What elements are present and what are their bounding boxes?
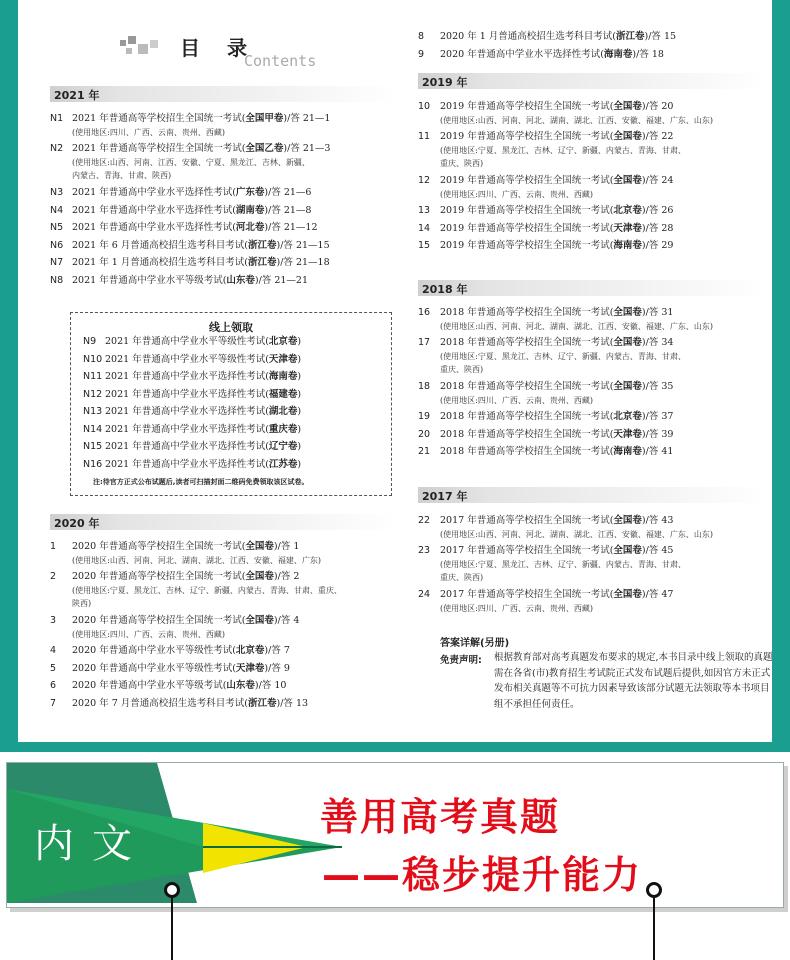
toc-entry (418, 588, 673, 601)
entry-title: 2020 年普通高中学业水平等级考试( (72, 680, 227, 691)
toc-entry (50, 186, 311, 199)
entry-number: N7 (50, 257, 64, 268)
entry-paper: 全国卷 (613, 589, 642, 600)
entry-number: 14 (418, 222, 431, 234)
entry-page: )/答 39 (641, 428, 674, 440)
entry-number: 12 (418, 175, 431, 186)
entry-number: 1 (50, 541, 57, 552)
banner-line-2: ——稳步提升能力 (322, 853, 643, 897)
entry-page: )/答 28 (641, 222, 674, 234)
toc-entry (83, 423, 301, 436)
entry-page: )/答 13 (276, 697, 309, 709)
entry-number: N1 (50, 113, 64, 124)
entry-region: 重庆、陕西) (440, 159, 484, 168)
entry-title: 2020 年 7 月普通高校招生选考科目考试( (72, 697, 248, 709)
entry-title: 2020 年普通高等学校招生全国统一考试( (72, 571, 246, 582)
entry-title: 2020 年普通高等学校招生全国统一考试( (72, 615, 246, 626)
online-box-title: 线上领取 (209, 321, 253, 334)
entry-title: 2018 年普通高等学校招生全国统一考试( (440, 337, 614, 348)
toc-entry (50, 644, 290, 657)
entry-paper: 北京卷 (613, 205, 642, 216)
toc-entry (418, 48, 664, 61)
entry-number: 21 (418, 446, 431, 457)
entry-paper: 全国卷 (613, 307, 642, 318)
entry-title: 2018 年普通高等学校招生全国统一考试( (440, 446, 614, 457)
entry-region: (使用地区:四川、广西、云南、贵州、西藏) (72, 630, 225, 639)
entry-number: 13 (418, 205, 431, 216)
entry-number: 22 (418, 515, 431, 526)
year-label: 2019 年 (422, 76, 468, 89)
entry-page: )/答 18 (632, 48, 664, 60)
entry-title: 2021 年普通高中学业水平选择性考试( (105, 423, 269, 435)
entry-number: N15 (83, 441, 103, 452)
entry-page: )/答 21—21 (254, 274, 309, 286)
toc-entry (50, 614, 299, 627)
entry-number: 3 (50, 615, 57, 626)
entry-region: (使用地区:山西、河南、河北、湖南、湖北、江西、安徽、福建、广东、山东) (440, 116, 713, 125)
toc-entry (418, 222, 673, 235)
entry-paper: 北京卷 (235, 645, 265, 656)
online-note: 注:待官方正式公布试题后,读者可扫描封面二维码免费领取该区试卷。 (93, 478, 309, 486)
entry-number: N5 (50, 222, 64, 233)
entry-paper: 山东卷 (226, 274, 255, 286)
entry-number: 20 (418, 428, 431, 440)
answer-label: 答案详解(另册) (440, 638, 510, 649)
entry-title: 2021 年 6 月普通高校招生选考科目考试( (72, 239, 248, 251)
toc-entry (418, 514, 673, 527)
entry-title: 2020 年普通高中学业水平等级性考试( (72, 645, 236, 656)
entry-number: N11 (83, 371, 103, 382)
entry-number: N13 (83, 406, 103, 417)
entry-page: )/答 34 (641, 337, 674, 348)
entry-page: )/答 35 (641, 381, 674, 392)
entry-title: 2021 年 1 月普通高校招生选考科目考试( (72, 257, 248, 268)
entry-paper: 海南卷 (268, 371, 298, 382)
entry-title: 2018 年普通高等学校招生全国统一考试( (440, 307, 614, 318)
entry-number: 7 (50, 697, 57, 709)
entry-page: )/答 29 (641, 240, 674, 251)
entry-page: )/答 21—18 (276, 257, 330, 268)
entry-title: 2021 年普通高中学业水平选择性考试( (72, 204, 236, 216)
entry-region: 重庆、陕西) (440, 573, 484, 582)
entry-number: 6 (50, 680, 57, 691)
toc-entry (83, 388, 301, 401)
toc-entry (83, 370, 301, 383)
entry-number: N9 (83, 336, 97, 347)
toc-entry (50, 540, 299, 553)
toc-entry (418, 130, 673, 143)
entry-paper: 河北卷 (235, 222, 265, 233)
entry-page: )/答 9 (264, 662, 290, 674)
entry-paper: 全国卷 (613, 131, 642, 142)
entry-paper: 海南卷 (613, 446, 642, 457)
entry-title: 2019 年普通高等学校招生全国统一考试( (440, 205, 614, 216)
toc-entry (418, 174, 673, 187)
toc-entry (50, 221, 318, 234)
hang-string-right (653, 898, 655, 960)
entry-number: N16 (83, 458, 103, 470)
toc-entry (418, 30, 676, 43)
entry-page: )/答 21—3 (283, 143, 331, 154)
entry-number: 9 (418, 48, 425, 60)
entry-title: 2021 年普通高中学业水平选择性考试( (105, 388, 269, 400)
entry-number: 15 (418, 240, 431, 251)
entry-paper: 浙江卷 (248, 239, 277, 251)
entry-paper: 全国卷 (613, 515, 642, 526)
entry-page: )/答 1 (273, 541, 300, 552)
hang-string-left (171, 898, 173, 960)
entry-number: 2 (50, 571, 57, 582)
entry-title: 2017 年普通高等学校招生全国统一考试( (440, 589, 614, 600)
toc-entry (50, 679, 286, 692)
entry-title: 2018 年普通高等学校招生全国统一考试( (440, 411, 614, 422)
entry-paper: 山东卷 (226, 680, 255, 691)
toc-entry (418, 100, 673, 113)
entry-region: (使用地区:宁夏、黑龙江、吉林、辽宁、新疆、内蒙古、青海、甘肃、重庆、 (72, 586, 342, 595)
entry-number: N4 (50, 204, 64, 216)
entry-region: (使用地区:山西、河南、河北、湖南、湖北、江西、安徽、福建、广东、山东) (440, 530, 713, 539)
entry-region: (使用地区:宁夏、黑龙江、吉林、辽宁、新疆、内蒙古、青海、甘肃、 (440, 560, 686, 569)
entry-title: 2021 年普通高中学业水平等级考试( (72, 274, 227, 286)
entry-title: 2020 年普通高中学业水平选择性考试( (440, 48, 604, 60)
entry-title: 2017 年普通高等学校招生全国统一考试( (440, 515, 614, 526)
entry-number: 17 (418, 337, 431, 348)
year-label: 2018 年 (422, 283, 468, 296)
entry-paper: 全国卷 (245, 541, 274, 552)
toc-entry (83, 440, 301, 453)
entry-number: 16 (418, 307, 431, 318)
entry-paper: 海南卷 (613, 240, 642, 251)
entry-region: (使用地区:山西、河南、江西、安徽、宁夏、黑龙江、吉林、新疆、 (72, 158, 310, 167)
entry-region: 陕西) (72, 599, 92, 608)
entry-page: )/答 21—15 (276, 239, 330, 251)
entry-title: 2021 年普通高等学校招生全国统一考试( (72, 143, 246, 154)
entry-title: 2020 年 1 月普通高校招生选考科目考试( (440, 31, 616, 42)
entry-title: 2019 年普通高等学校招生全国统一考试( (440, 240, 614, 251)
toc-entry (418, 410, 673, 423)
entry-number: N10 (83, 353, 103, 365)
entry-paper: 浙江卷 (248, 257, 277, 268)
toc-entry (50, 256, 330, 269)
entry-page: )/答 26 (641, 205, 674, 216)
entry-paper: 湖北卷 (268, 406, 298, 417)
toc-entry (418, 380, 673, 393)
entry-paper: 全国乙卷 (245, 143, 284, 154)
entry-paper: 江苏卷 (268, 458, 298, 470)
entry-region: (使用地区:山西、河南、河北、湖南、湖北、江西、安徽、福建、广东、山东) (440, 322, 713, 331)
year-heading (418, 73, 766, 89)
toc-entry (83, 405, 301, 418)
entry-paper: 广东卷 (235, 187, 265, 198)
entry-title: 2021 年普通高中学业水平等级性考试( (105, 336, 269, 347)
entry-title: 2019 年普通高等学校招生全国统一考试( (440, 101, 614, 112)
entry-page: )/答 21—8 (264, 204, 312, 216)
disclaimer-label: 免责声明: (440, 655, 482, 666)
entry-page: )/答 21—12 (264, 222, 318, 233)
entry-page: )/答 21—1 (283, 113, 331, 124)
year-heading (418, 280, 766, 296)
entry-number: 23 (418, 545, 431, 556)
toc-entry (50, 239, 330, 252)
toc-entry (50, 570, 299, 583)
hang-hole-left (164, 882, 180, 898)
entry-page: )/答 43 (641, 515, 674, 526)
toc-entry (50, 112, 330, 125)
entry-page: ) (297, 441, 302, 452)
entry-region: (使用地区:四川、广西、云南、贵州、西藏) (440, 604, 593, 613)
entry-page: )/答 20 (641, 101, 674, 112)
entry-paper: 浙江卷 (248, 697, 277, 709)
entry-page: ) (297, 388, 302, 400)
entry-paper: 天津卷 (268, 353, 298, 365)
toc-entry (418, 445, 673, 458)
toc-entry (418, 544, 673, 557)
toc-page (18, 0, 772, 742)
entry-region: (使用地区:四川、广西、云南、贵州、西藏) (440, 396, 593, 405)
entry-title: 2019 年普通高等学校招生全国统一考试( (440, 222, 614, 234)
entry-number: 18 (418, 381, 431, 392)
toc-entry (418, 204, 673, 217)
year-heading (418, 487, 766, 503)
entry-page: )/答 22 (641, 131, 674, 142)
entry-number: 10 (418, 101, 431, 112)
entry-page: )/答 21—6 (264, 187, 312, 198)
year-heading (50, 86, 398, 102)
year-heading (50, 514, 398, 530)
entry-region: (使用地区:四川、广西、云南、贵州、西藏) (440, 190, 593, 199)
entry-page: ) (297, 458, 302, 470)
entry-number: N12 (83, 388, 103, 400)
entry-title: 2021 年普通高中学业水平选择性考试( (105, 441, 269, 452)
entry-title: 2018 年普通高等学校招生全国统一考试( (440, 381, 614, 392)
entry-paper: 全国卷 (245, 571, 274, 582)
entry-region: 重庆、陕西) (440, 365, 484, 374)
toc-subtitle: Contents (244, 52, 317, 70)
entry-title: 2021 年普通高中学业水平选择性考试( (72, 222, 236, 233)
online-box (70, 312, 392, 496)
year-label: 2017 年 (422, 490, 468, 503)
toc-entry (50, 274, 308, 287)
entry-page: )/答 37 (641, 411, 674, 422)
entry-page: )/答 24 (641, 175, 674, 186)
entry-paper: 全国甲卷 (245, 113, 284, 124)
toc-entry (418, 336, 673, 349)
entry-paper: 天津卷 (613, 428, 642, 440)
entry-paper: 北京卷 (613, 411, 642, 422)
entry-title: 2021 年普通高中学业水平选择性考试( (72, 187, 236, 198)
entry-page: )/答 7 (264, 645, 290, 656)
toc-entry (83, 353, 301, 366)
entry-title: 2021 年普通高中学业水平等级性考试( (105, 353, 269, 365)
entry-paper: 天津卷 (235, 662, 265, 674)
entry-title: 2019 年普通高等学校招生全国统一考试( (440, 175, 614, 186)
entry-paper: 全国卷 (613, 101, 642, 112)
entry-paper: 湖南卷 (235, 204, 265, 216)
entry-paper: 海南卷 (603, 48, 633, 60)
entry-region: (使用地区:山西、河南、河北、湖南、湖北、江西、安徽、福建、广东) (72, 556, 321, 565)
entry-page: ) (297, 423, 302, 435)
entry-paper: 浙江卷 (616, 31, 645, 42)
toc-entry (83, 335, 301, 348)
entry-page: ) (297, 406, 302, 417)
entry-paper: 辽宁卷 (268, 441, 298, 452)
entry-paper: 北京卷 (268, 336, 298, 347)
hang-hole-right (646, 882, 662, 898)
entry-page: )/答 31 (641, 307, 674, 318)
entry-page: ) (297, 353, 302, 365)
entry-title: 2018 年普通高等学校招生全国统一考试( (440, 428, 614, 440)
entry-page: )/答 45 (641, 545, 674, 556)
entry-paper: 全国卷 (245, 615, 274, 626)
year-label: 2021 年 (54, 89, 100, 102)
entry-paper: 福建卷 (268, 388, 298, 400)
entry-number: N6 (50, 239, 64, 251)
entry-page: )/答 4 (273, 615, 300, 626)
entry-paper: 天津卷 (613, 222, 642, 234)
entry-paper: 全国卷 (613, 381, 642, 392)
toc-title: 目 录 (180, 36, 257, 60)
entry-number: N14 (83, 423, 103, 435)
entry-page: )/答 15 (644, 31, 677, 42)
entry-paper: 全国卷 (613, 337, 642, 348)
entry-title: 2021 年普通高中学业水平选择性考试( (105, 458, 269, 470)
entry-number: N3 (50, 187, 64, 198)
decorative-dots-icon (120, 36, 162, 60)
banner-tag: 内文 (34, 821, 150, 867)
entry-title: 2017 年普通高等学校招生全国统一考试( (440, 545, 614, 556)
entry-number: N8 (50, 274, 64, 286)
toc-entry (83, 458, 301, 471)
toc-entry (418, 239, 673, 252)
entry-page: )/答 10 (254, 680, 287, 691)
entry-region: (使用地区:四川、广西、云南、贵州、西藏) (72, 128, 225, 137)
entry-title: 2021 年普通高中学业水平选择性考试( (105, 406, 269, 417)
entry-number: 5 (50, 662, 57, 674)
entry-title: 2020 年普通高等学校招生全国统一考试( (72, 541, 246, 552)
toc-entry (418, 306, 673, 319)
entry-number: 24 (418, 589, 431, 600)
entry-page: ) (297, 336, 302, 347)
entry-title: 2021 年普通高中学业水平选择性考试( (105, 371, 269, 382)
entry-paper: 重庆卷 (268, 423, 298, 435)
entry-page: )/答 47 (641, 589, 674, 600)
entry-title: 2019 年普通高等学校招生全国统一考试( (440, 131, 614, 142)
disclaimer-text: 根据教育部对高考真题发布要求的规定,本书目录中线上领取的真题需在各省(市)教育招生考试院正式发布试题后提供,如因官方未正式发布相关真题等不可抗力因素导致该部分试题无法领取等本书项目组不承担任何责任。 (494, 652, 773, 710)
toc-entry (50, 142, 330, 155)
entry-paper: 全国卷 (613, 175, 642, 186)
entry-region: (使用地区:宁夏、黑龙江、吉林、辽宁、新疆、内蒙古、青海、甘肃、 (440, 146, 686, 155)
toc-entry (50, 697, 308, 710)
entry-paper: 全国卷 (613, 545, 642, 556)
toc-entry (50, 662, 290, 675)
entry-page: )/答 2 (273, 571, 300, 582)
entry-number: 4 (50, 645, 57, 656)
entry-number: 19 (418, 411, 431, 422)
toc-entry (50, 204, 311, 217)
entry-title: 2021 年普通高等学校招生全国统一考试( (72, 113, 246, 124)
toc-entry (418, 428, 673, 441)
entry-number: 11 (418, 131, 431, 142)
entry-region: (使用地区:宁夏、黑龙江、吉林、辽宁、新疆、内蒙古、青海、甘肃、 (440, 352, 686, 361)
year-label: 2020 年 (54, 517, 100, 530)
entry-number: N2 (50, 143, 64, 154)
entry-number: 8 (418, 31, 425, 42)
banner-line-1: 善用高考真题 (320, 795, 561, 839)
entry-title: 2020 年普通高中学业水平等级性考试( (72, 662, 236, 674)
entry-page: )/答 41 (641, 446, 674, 457)
entry-region: 内蒙古、青海、甘肃、陕西) (72, 171, 172, 180)
entry-page: ) (297, 371, 302, 382)
